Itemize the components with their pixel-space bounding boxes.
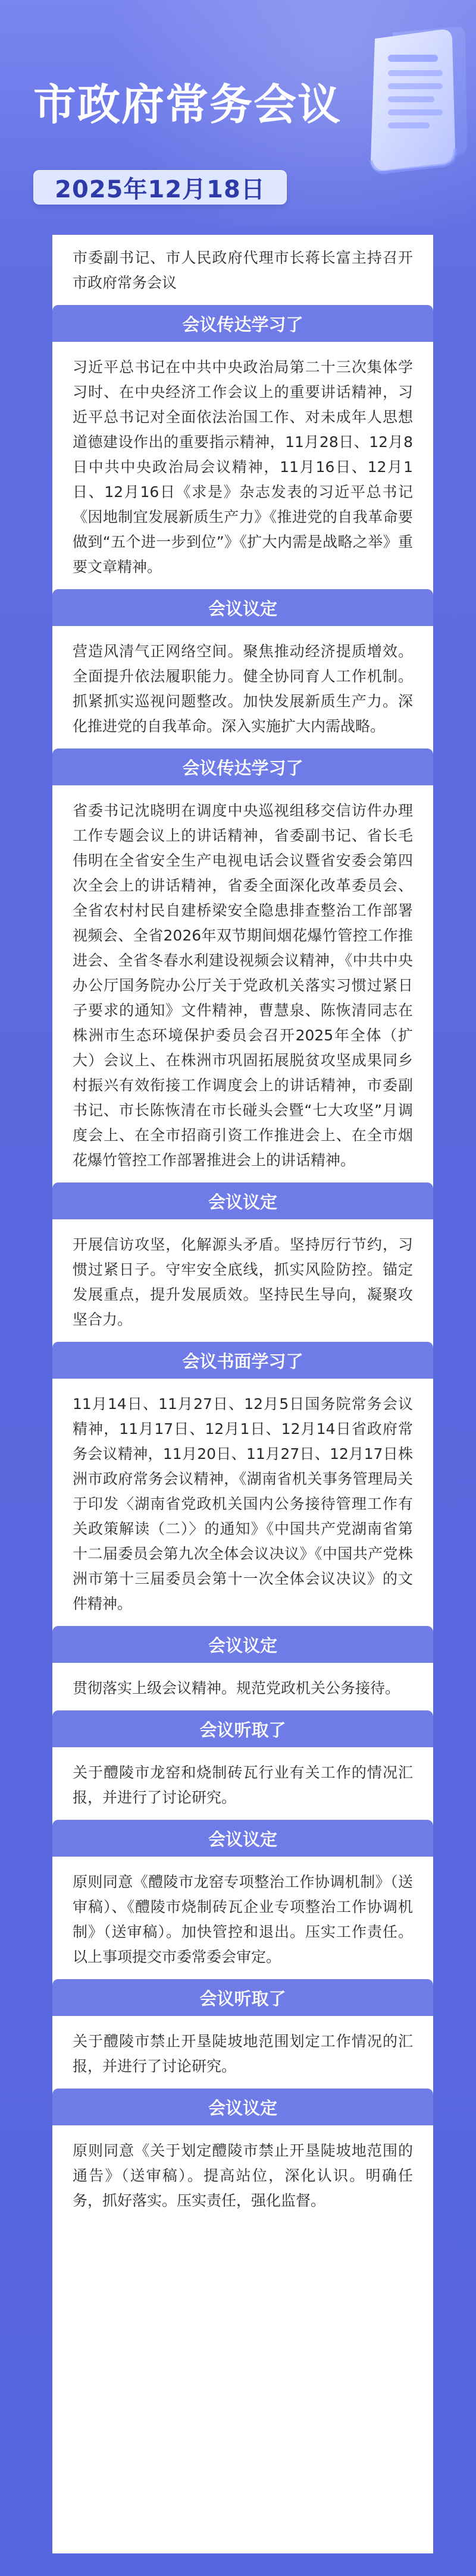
section-title: 会议议定 bbox=[52, 2089, 433, 2125]
section-body: 习近平总书记在中共中央政治局第二十三次集体学习时、在中央经济工作会议上的重要讲话精神，习近平总书记对全面依法治国工作、对未成年人思想道德建设作出的重要指示精神，11月28日、12月8日中共中央政治局会议精神，11月16日、12月1日、12月16日《求是》杂志发表的习近平总书记《因地制宜发展新质生产力》《推进党的自我革命要做到“五个进一步到位”》《扩大内需是战略之举》重要文章精神。 bbox=[73, 358, 413, 575]
section-2 bbox=[52, 589, 433, 739]
section-9 bbox=[52, 1979, 433, 2079]
section-body: 原则同意《关于划定醴陵市禁止开垦陡坡地范围的通告》（送审稿）。提高站位，深化认识。明确任务，抓好落实。压实责任，强化监督。 bbox=[73, 2142, 413, 2209]
section-title: 会议传达学习了 bbox=[52, 748, 433, 785]
intro-text: 市委副书记、市人民政府代理市长蒋长富主持召开市政府常务会议 bbox=[73, 249, 413, 291]
content-column bbox=[52, 235, 433, 2213]
section-title: 会议议定 bbox=[52, 589, 433, 626]
section-body: 贯彻落实上级会议精神。规范党政机关公务接待。 bbox=[73, 1679, 400, 1697]
section-title: 会议听取了 bbox=[52, 1710, 433, 1747]
section-title: 会议听取了 bbox=[52, 1979, 433, 2016]
section-3 bbox=[52, 748, 433, 1173]
section-title: 会议议定 bbox=[52, 1182, 433, 1219]
section-title: 会议议定 bbox=[52, 1626, 433, 1663]
section-7 bbox=[52, 1710, 433, 1810]
section-title: 会议传达学习了 bbox=[52, 305, 433, 342]
section-body: 关于醴陵市禁止开垦陡坡地范围划定工作情况的汇报，并进行了讨论研究。 bbox=[73, 2033, 413, 2075]
section-5 bbox=[52, 1342, 433, 1616]
content-card bbox=[52, 235, 433, 2553]
section-title: 会议书面学习了 bbox=[52, 1342, 433, 1379]
header-banner bbox=[0, 0, 476, 226]
section-6 bbox=[52, 1626, 433, 1701]
meeting-date: 2025年12月18日 bbox=[55, 175, 265, 203]
page-title: 市政府常务会议 bbox=[33, 80, 342, 130]
section-8 bbox=[52, 1820, 433, 1970]
section-body: 11月14日、11月27日、12月5日国务院常务会议精神，11月17日、12月1日、12月14日省政府常务会议精神，11月20日、11月27日、12月17日株洲市政府常务会议精神，《湖南省机关事务管理局关于印发〈湖南省党政机关国内公务接待管理工作有关政策解读（二）〉的通知》《中国共产党湖南省第十二届委员会第九次全体会议决议》《中国共产党株洲市第十三届委员会第十一次全体会议决议》的文件精神。 bbox=[73, 1395, 413, 1612]
section-body: 关于醴陵市龙窑和烧制砖瓦行业有关工作的情况汇报，并进行了讨论研究。 bbox=[73, 1764, 413, 1806]
section-body: 开展信访攻坚，化解源头矛盾。坚持厉行节约，习惯过紧日子。守牢安全底线，抓实风险防控。锚定发展重点，提升发展质效。坚持民生导向，凝聚攻坚合力。 bbox=[73, 1236, 413, 1328]
date-badge bbox=[33, 170, 287, 205]
section-body: 省委书记沈晓明在调度中央巡视组移交信访件办理工作专题会议上的讲话精神，省委副书记、省长毛伟明在全省安全生产电视电话会议暨省安委会第四次全会上的讲话精神，省委全面深化改革委员会、全省农村村民自建桥梁安全隐患排查整治工作部署视频会、全省2026年双节期间烟花爆竹管控工作推进会、全省冬春水利建设视频会议精神，《中共中央办公厅国务院办公厅关于党政机关落实习惯过紧日子要求的通知》文件精神，曹慧泉、陈恢清同志在株洲市生态环境保护委员会召开2025年全体（扩大）会议上、在株洲市巩固拓展脱贫攻坚成果同乡村振兴有效衔接工作调度会上的讲话精神，市委副书记、市长陈恢清在市长碰头会暨“七大攻坚”月调度会上、在全市招商引资工作推进会上、在全市烟花爆竹管控工作部署推进会上的讲话精神。 bbox=[73, 802, 413, 1169]
newspaper-document-illustration bbox=[351, 18, 470, 178]
section-4 bbox=[52, 1182, 433, 1332]
section-body: 原则同意《醴陵市龙窑专项整治工作协调机制》（送审稿）、《醴陵市烧制砖瓦企业专项整治工作协调机制》（送审稿）。加快管控和退出。压实工作责任。以上事项提交市委常委会审定。 bbox=[73, 1873, 413, 1965]
section-title: 会议议定 bbox=[52, 1820, 433, 1857]
section-1 bbox=[52, 305, 433, 580]
section-10 bbox=[52, 2089, 433, 2213]
section-body: 营造风清气正网络空间。聚焦推动经济提质增效。全面提升依法履职能力。健全协同育人工作机制。抓紧抓实巡视问题整改。加快发展新质生产力。深化推进党的自我革命。深入实施扩大内需战略。 bbox=[73, 643, 413, 735]
